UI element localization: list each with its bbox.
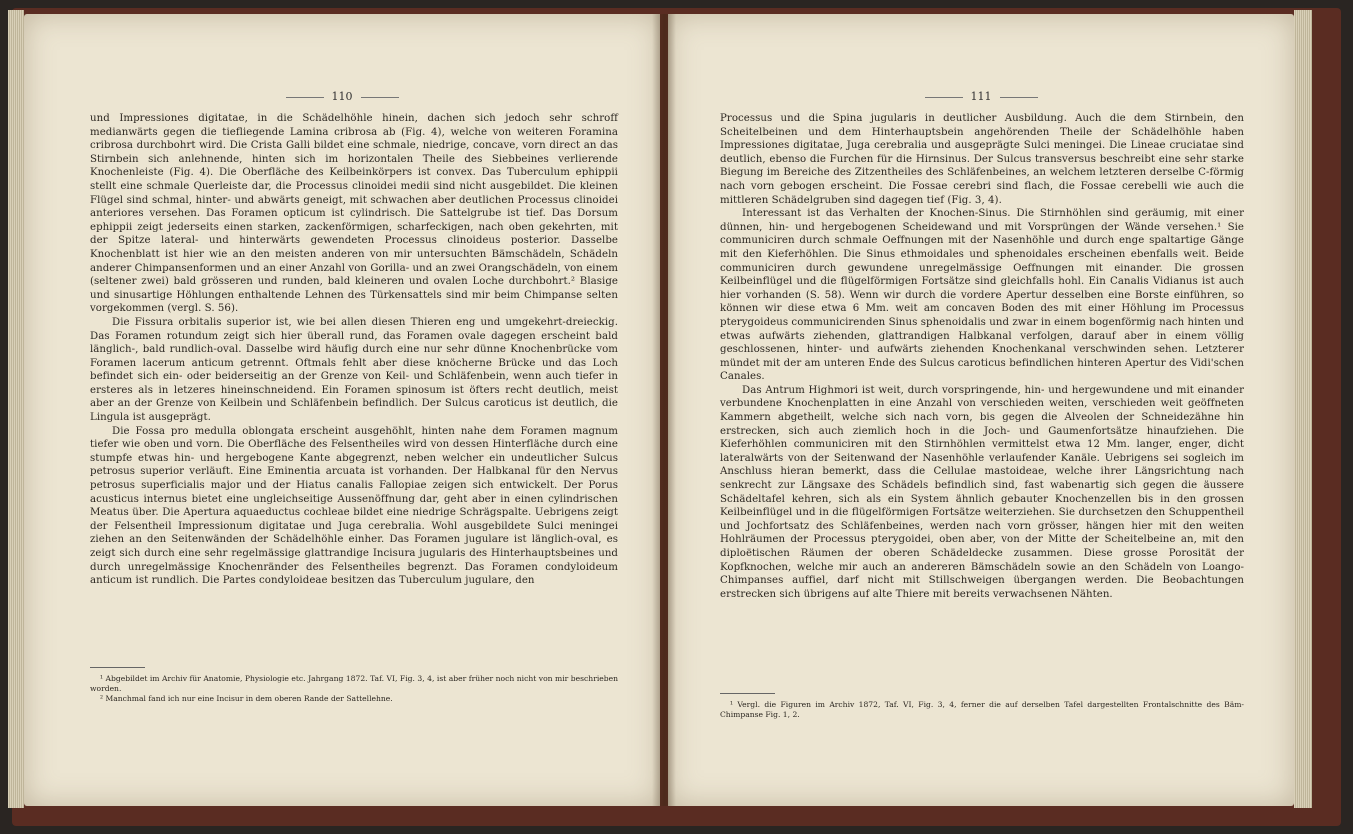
paragraph: Die Fossa pro medulla oblongata erscheint ausgehöhlt, hinten nahe dem Foramen magnum tiefer wie oben und vorn. Die Oberfläche des Felsentheiles wird von dessen Hinterfläche durch eine stumpfe etwas hin- und hergebogene Kante abgegrenzt, neben welcher ein undeutlicher Sulcus petrosus superior verläuft. Eine Eminentia arcuata ist vorhanden. Der Halbkanal für den Nervus petrosus superficialis major und der Hiatus canalis Fallopiae zeigen sich entwickelt. Der Porus acusticus internus bietet eine ungleichseitige Aussenöffnung dar, geht aber in einen cylindrischen Meatus über. Die Apertura aquaeductus cochleae bildet eine niedrige Schrägspalte. Uebrigens zeigt der Felsentheil Impressionum digitatae und Juga cerebralia. Wohl ausgebildete Sulci meningei ziehen an den Seitenwänden der Schädelhöhle einher. Das Foramen jugulare ist länglich-oval, es zeigt sich durch eine sehr regelmässige glattrandige Incisura jugularis des Hinterhauptsbeines und durch unregelmässige Knochenränder des Felsentheiles begrenzt. Das Foramen condyloideum anticum ist rundlich. Die Partes condyloideae besitzen das Tuberculum jugulare, den: [90, 425, 618, 587]
right-footnotes: [720, 700, 1244, 720]
page-number-left: 110: [24, 90, 660, 103]
paragraph: Interessant ist das Verhalten der Knochen-Sinus. Die Stirnhöhlen sind geräumig, mit einer dünnen, hin- und hergebogenen Scheidewand und mit Vorsprüngen der Wände versehen.¹ Sie communiciren durch schmale Oeffnungen mit der Nasenhöhle und durch enge spaltartige Gänge mit den Kieferhöhlen. Die Sinus ethmoidales und sphenoidales erscheinen ebenfalls weit. Beide communiciren durch gewundene unregelmässige Oeffnungen mit einander. Die grossen Keilbeinflügel und die flügelförmigen Fortsätze sind gleichfalls hohl. Ein Canalis Vidianus ist auch hier vorhanden (S. 58). Wenn wir durch die vordere Apertur desselben eine Borste einführen, so können wir diese etwa 6 Mm. weit am concaven Boden des mit einer Höhlung im Processus pterygoideus communicirenden Sinus sphenoidalis und zwar in einem bogenförmig nach hinten und etwas aufwärts ziehenden, glattrandigen Halbkanal verfolgen, darauf aber in einem völlig geschlossenen, hinter- und aufwärts ziehenden Knochenkanal verschwinden sehen. Letzterer mündet mit der am unteren Ende des Sulcus caroticus befindlichen hinteren Apertur des Vidi'schen Canales.: [720, 208, 1244, 383]
left-footnotes: [90, 674, 618, 704]
footnote-rule: [90, 667, 145, 668]
right-page-edges: [1294, 10, 1312, 808]
left-page-body: [90, 112, 618, 588]
left-page-edges: [8, 10, 24, 808]
right-page: [668, 14, 1294, 806]
paragraph: Processus und die Spina jugularis in deutlicher Ausbildung. Auch die dem Stirnbein, den Scheitelbeinen und dem Hinterhauptsbein angehörenden Theile der Schädelhöhle haben Impressiones digitatae, Juga cerebralia und ausgeprägte Sulci meningei. Die Lineae cruciatae sind deutlich, ebenso die Furchen für die Hirnsinus. Der Sulcus transversus beschreibt eine sehr starke Biegung im Bereiche des Zitzentheiles des Schläfenbeines, an welchem letzteren derselbe C-förmig nach vorn gebogen erscheint. Die Fossae cerebri sind flach, die Fossae cerebelli wie auch die mittleren Schädelgruben sind dagegen tief (Fig. 3, 4).: [720, 113, 1244, 206]
book-gutter: [652, 14, 676, 806]
page-number-right: 111: [668, 90, 1294, 103]
paragraph: Die Fissura orbitalis superior ist, wie bei allen diesen Thieren eng und umgekehrt-dreieckig. Das Foramen rotundum zeigt sich hier überall rund, das Foramen ovale dagegen erscheint bald länglich-, bald rundlich-oval. Dasselbe wird häufig durch eine nur sehr dünne Knochenbrücke vom Foramen lacerum anticum getrennt. Oftmals fehlt aber diese knöcherne Brücke und das Loch befindet sich ein- oder beiderseitig an der Grenze von Keil- und Schläfenbein, wenn auch tiefer in ersteres als in letzeres hineinschneidend. Ein Foramen spinosum ist öfters recht deutlich, meist aber an der Grenze von Keilbein und Schläfenbein befindlich. Der Sulcus caroticus ist deutlich, die Lingula ist ausgeprägt.: [90, 316, 618, 424]
paragraph: und Impressiones digitatae, in die Schädelhöhle hinein, dachen sich jedoch sehr schroff medianwärts gegen die tiefliegende Lamina cribrosa ab (Fig. 4), welche von weiteren Foramina cribrosa durchbohrt wird. Die Crista Galli bildet eine schmale, niedrige, concave, vorn direct an das Stirnbein sich anlehnende, hinten sich im horizontalen Theile des Siebbeines verlierende Knochenleiste (Fig. 4). Die Oberfläche des Keilbeinkörpers ist convex. Das Tuberculum ephippii stellt eine schmale Querleiste dar, die Processus clinoidei medii sind nicht ausgebildet. Die kleinen Flügel sind schmal, hinter- und abwärts geneigt, mit schwachen aber deutlichen Processus clinoidei anteriores versehen. Das Foramen opticum ist cylindrisch. Die Sattelgrube ist tief. Das Dorsum ephippii zeigt jederseits einen starken, zackenförmigen, scharfeckigen, nach oben gekehrten, mit der Spitze lateral- und hinterwärts gewendeten Processus clinoideus posterior. Dasselbe Knochenblatt ist hier wie an den meisten anderen von mir untersuchten Bämschädeln, Schädeln anderer Chimpansenformen und an einer Anzahl von Gorilla- und an zwei Orangschädeln, von einem (seltener zwei) bald grösseren und runden, bald kleineren und ovalen Loche durchbohrt.² Blasige und sinusartige Höhlungen enthaltende Lehnen des Türkensattels sind mir beim Chimpanse selten vorgekommen (vergl. S. 56).: [90, 113, 618, 315]
footnote-rule: [720, 693, 775, 694]
left-page: [24, 14, 660, 806]
footnote: ¹ Abgebildet im Archiv für Anatomie, Physiologie etc. Jahrgang 1872. Taf. VI, Fig. 3, 4, ist aber früher noch nicht von mir beschrieben worden.: [90, 674, 618, 693]
paragraph: Das Antrum Highmori ist weit, durch vorspringende, hin- und hergewundene und mit einander verbundene Knochenplatten in eine Anzahl von verschieden weiten, verschieden weit geöffneten Kammern abgetheilt, welche sich nach vorn, bis gegen die Alveolen der Schneidezähne hin erstrecken, sich auch ziemlich hoch in die Joch- und Gaumenfortsätze hinaufziehen. Die Kieferhöhlen communiciren mit den Stirnhöhlen vermittelst etwa 12 Mm. langer, enger, dicht lateralwärts von der Seitenwand der Nasenhöhle verlaufender Kanäle. Uebrigens sei sogleich im Anschluss hieran bemerkt, dass die Cellulae mastoideae, welche ihrer Längsrichtung nach senkrecht zur Längsaxe des Schädels befindlich sind, fast wabenartig sich gegen die äussere Schädeltafel kehren, sich als ein System ähnlich gebauter Knochenzellen bis in den grossen Keilbeinflügel und in die flügelförmigen Fortsätze weiterziehen. Sie durchsetzen den Schuppentheil und Jochfortsatz des Schläfenbeines, werden nach vorn grösser, hängen hier mit den weiten Hohlräumen der Processus pterygoidei, oben aber, von der Mitte der Scheitelbeine an, mit den diploëtischen Räumen der oberen Schädeldecke zusammen. Diese grosse Porosität der Kopfknochen, welche mir auch an andereren Bämschädeln sowie an den Schädeln von Loango-Chimpanses auffiel, darf nicht mit Stillschweigen übergangen werden. Die Beobachtungen erstrecken sich übrigens auf alte Thiere mit bereits verwachsenen Nähten.: [720, 384, 1244, 600]
footnote: ² Manchmal fand ich nur eine Incisur in dem oberen Rande der Sattellehne.: [100, 694, 393, 703]
right-page-body: [720, 112, 1244, 601]
footnote: ¹ Vergl. die Figuren im Archiv 1872, Taf. VI, Fig. 3, 4, ferner die auf derselben Tafel dargestellten Frontalschnitte des Bäm-Chimpanse Fig. 1, 2.: [720, 700, 1244, 719]
